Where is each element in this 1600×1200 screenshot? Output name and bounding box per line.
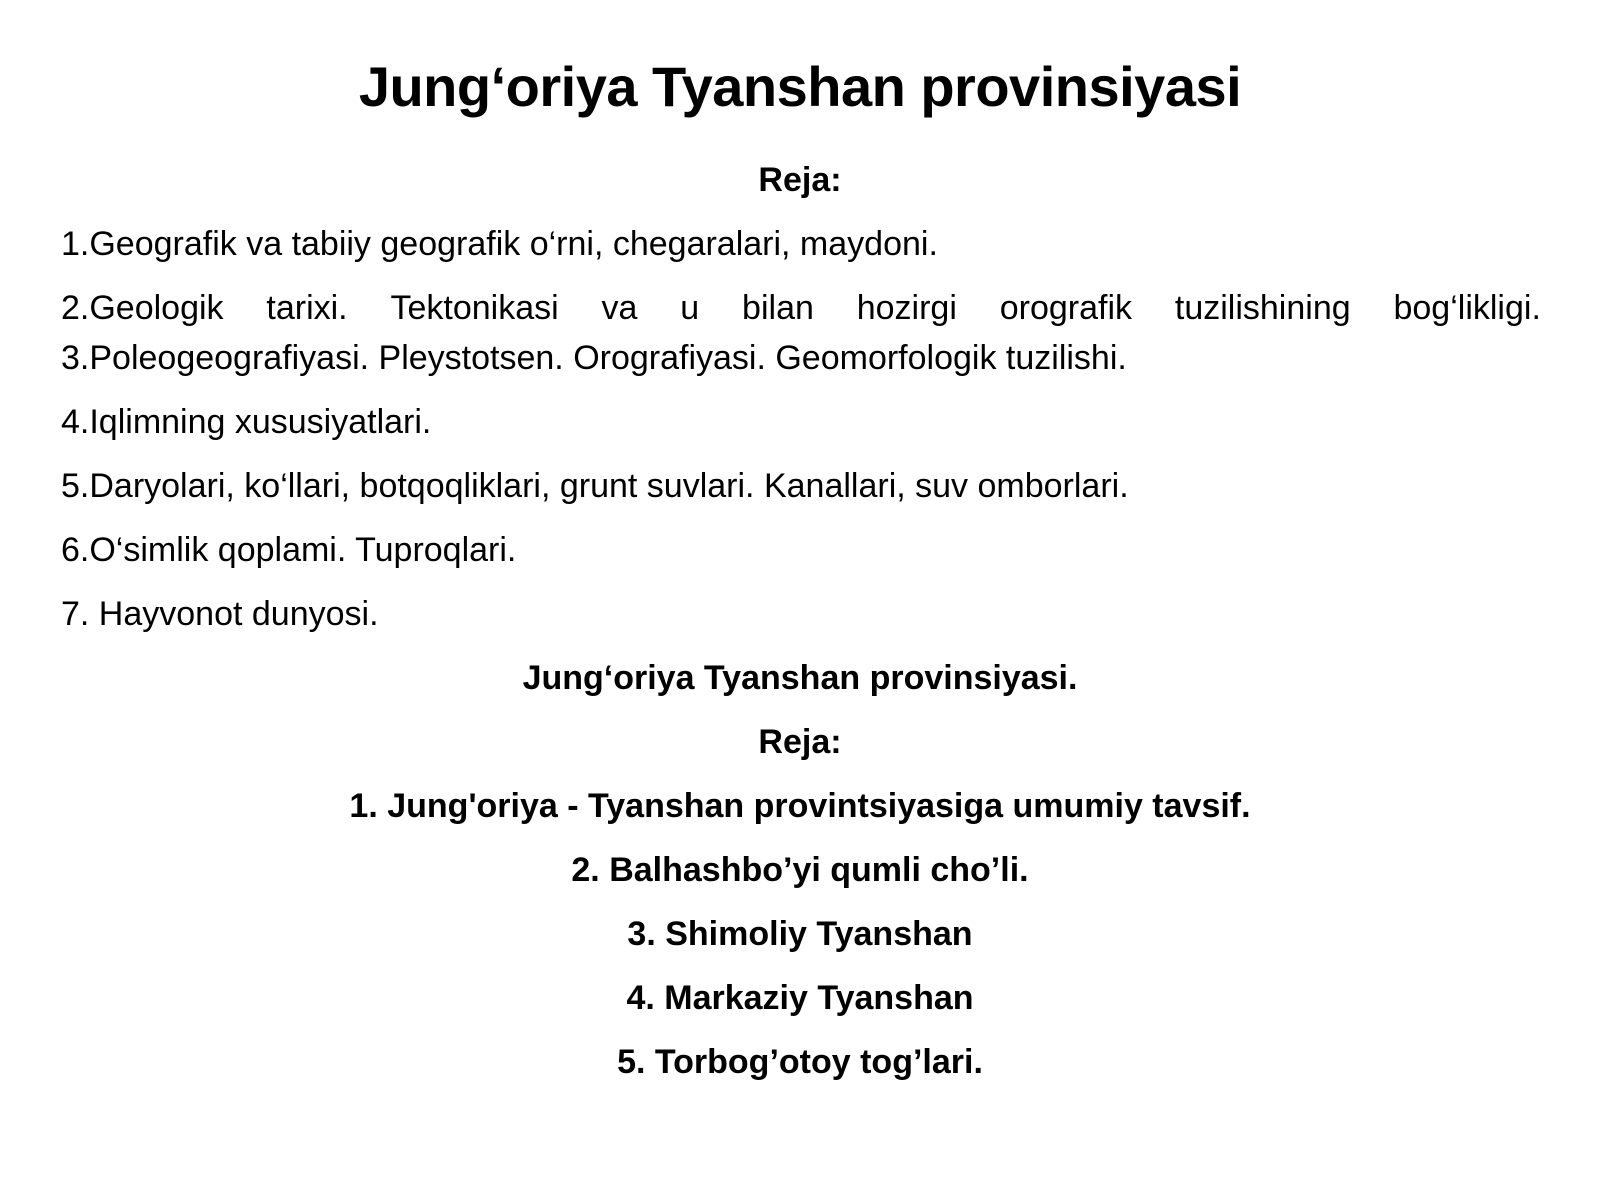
plan-item-2-word: va: [601, 289, 638, 327]
plan-item-2-word: bilan: [742, 289, 814, 327]
page-title: Jung‘oriya Tyanshan provinsiyasi: [358, 55, 1242, 118]
section-item-4: 4. Markaziy Tyanshan: [626, 979, 974, 1017]
plan-item-2-word: hozirgi: [856, 289, 957, 327]
plan-item-1: 1.Geografik va tabiiy geografik o‘rni, chegaralari, maydoni.: [61, 225, 938, 263]
plan-item-2-word: tarixi.: [266, 289, 348, 327]
section-item-3: 3. Shimoliy Tyanshan: [627, 915, 973, 953]
plan-item-2-word: 2.Geologik: [61, 289, 224, 327]
plan-item-3: 3.Poleogeografiyasi. Pleystotsen. Orografiyasi. Geomorfologik tuzilishi.: [61, 339, 1127, 377]
section-plan-heading: Reja:: [758, 723, 842, 761]
plan-item-2-word: u: [680, 289, 700, 327]
section-item-2: 2. Balhashbo’yi qumli cho’li.: [571, 851, 1029, 889]
plan-item-2-word: bog‘likligi.: [1393, 289, 1541, 327]
section-item-1: 1. Jung'oriya - Tyanshan provintsiyasiga umumiy tavsif.: [349, 787, 1251, 825]
plan-item-5: 5.Daryolari, ko‘llari, botqoqliklari, grunt suvlari. Kanallari, suv omborlari.: [61, 467, 1129, 505]
plan-item-2-word: orografik: [999, 289, 1133, 327]
plan-item-2-word: Tektonikasi: [390, 289, 559, 327]
plan-item-6: 6.O‘simlik qoplami. Tuproqlari.: [61, 531, 517, 569]
plan-heading: Reja:: [758, 161, 842, 199]
section-title: Jung‘oriya Tyanshan provinsiyasi.: [522, 659, 1078, 697]
section-item-5: 5. Torbog’otoy tog’lari.: [617, 1043, 983, 1081]
plan-item-7: 7. Hayvonot dunyosi.: [61, 595, 379, 633]
plan-item-4: 4.Iqlimning xususiyatlari.: [61, 403, 432, 441]
plan-item-2-word: tuzilishining: [1174, 289, 1351, 327]
plan-item-2: [61, 286, 1541, 330]
